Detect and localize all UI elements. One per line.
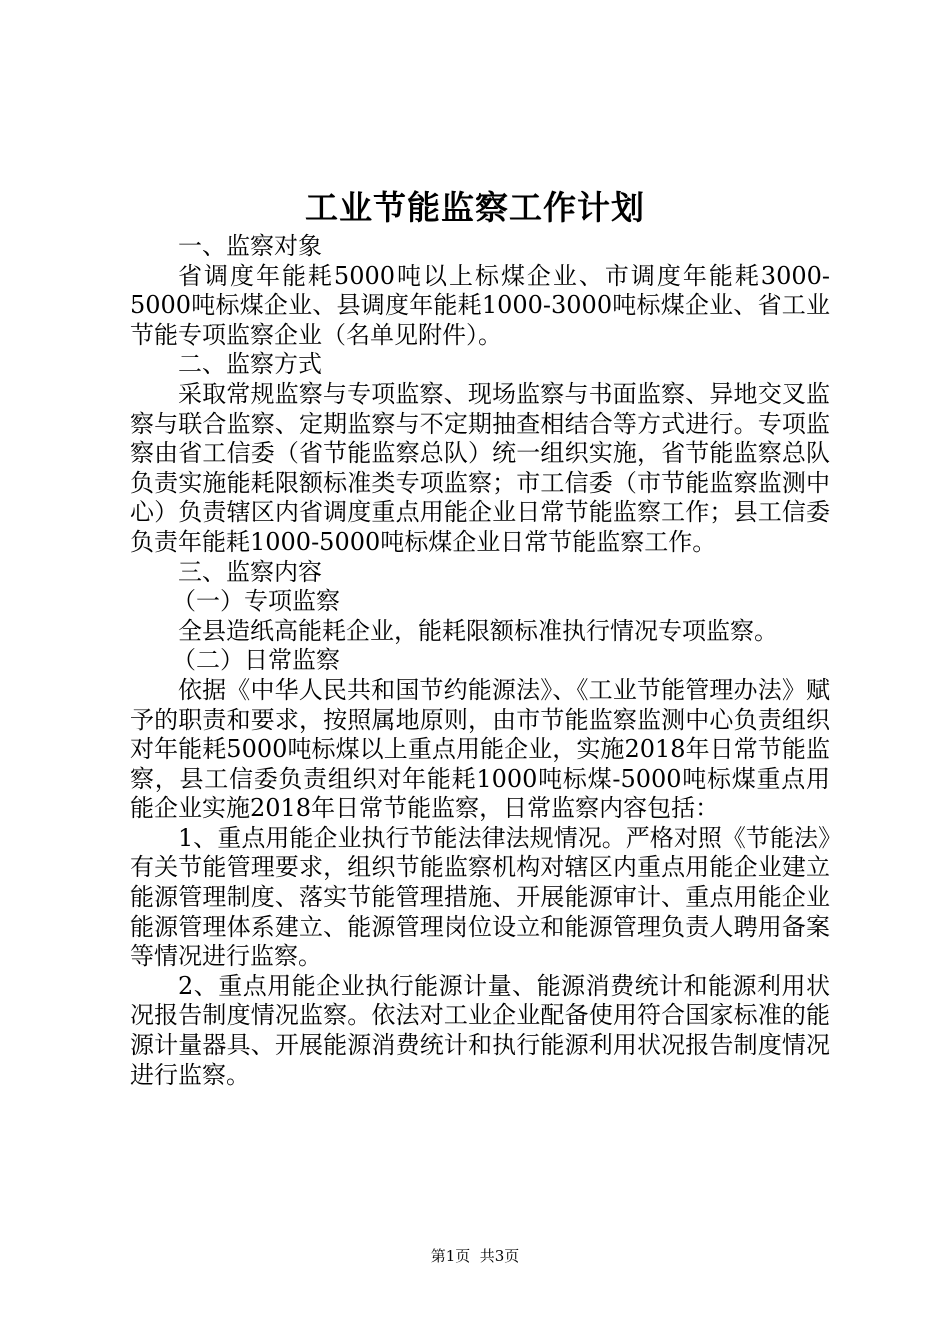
- subsection-heading-special: （一）专项监察: [172, 587, 340, 616]
- page-footer: 第1页 共3页: [430, 1247, 520, 1265]
- paragraph-daily: 依据《中华人民共和国节约能源法》、《工业节能管理办法》赋予的职责和要求，按照属地原则，由市节能监察监测中心负责组织对年能耗5000吨标煤以上重点用能企业，实施2018年日常节能监察，县工信委负责组织对年能耗1000吨标煤-5000吨标煤重点用能企业实施2018年日常节能监察，日常监察内容包括：: [130, 675, 830, 823]
- list-item-1: 1、重点用能企业执行节能法律法规情况。严格对照《节能法》有关节能管理要求，组织节能监察机构对辖区内重点用能企业建立能源管理制度、落实节能管理措施、开展能源审计、重点用能企业能源管理体系建立、能源管理岗位设立和能源管理负责人聘用备案等情况进行监察。: [130, 823, 830, 971]
- section-heading-methods: 二、监察方式: [178, 350, 322, 379]
- document-body: [130, 232, 830, 1090]
- paragraph-objects: 省调度年能耗5000吨以上标煤企业、市调度年能耗3000-5000吨标煤企业、县调度年能耗1000-3000吨标煤企业、省工业节能专项监察企业（名单见附件）。: [130, 261, 830, 349]
- paragraph-special: 全县造纸高能耗企业，能耗限额标准执行情况专项监察。: [178, 616, 778, 645]
- page-title: 工业节能监察工作计划: [305, 188, 645, 227]
- section-heading-content: 三、监察内容: [178, 557, 322, 586]
- list-item-2: 2、重点用能企业执行能源计量、能源消费统计和能源利用状况报告制度情况监察。依法对工业企业配备使用符合国家标准的能源计量器具、开展能源消费统计和执行能源利用状况报告制度情况进行监察。: [130, 971, 830, 1089]
- paragraph-methods: 采取常规监察与专项监察、现场监察与书面监察、异地交叉监察与联合监察、定期监察与不定期抽查相结合等方式进行。专项监察由省工信委（省节能监察总队）统一组织实施，省节能监察总队负责实施能耗限额标准类专项监察；市工信委（市节能监察监测中心）负责辖区内省调度重点用能企业日常节能监察工作；县工信委负责年能耗1000-5000吨标煤企业日常节能监察工作。: [130, 379, 830, 556]
- subsection-heading-daily: （二）日常监察: [172, 646, 340, 675]
- section-heading-objects: 一、监察对象: [178, 232, 322, 260]
